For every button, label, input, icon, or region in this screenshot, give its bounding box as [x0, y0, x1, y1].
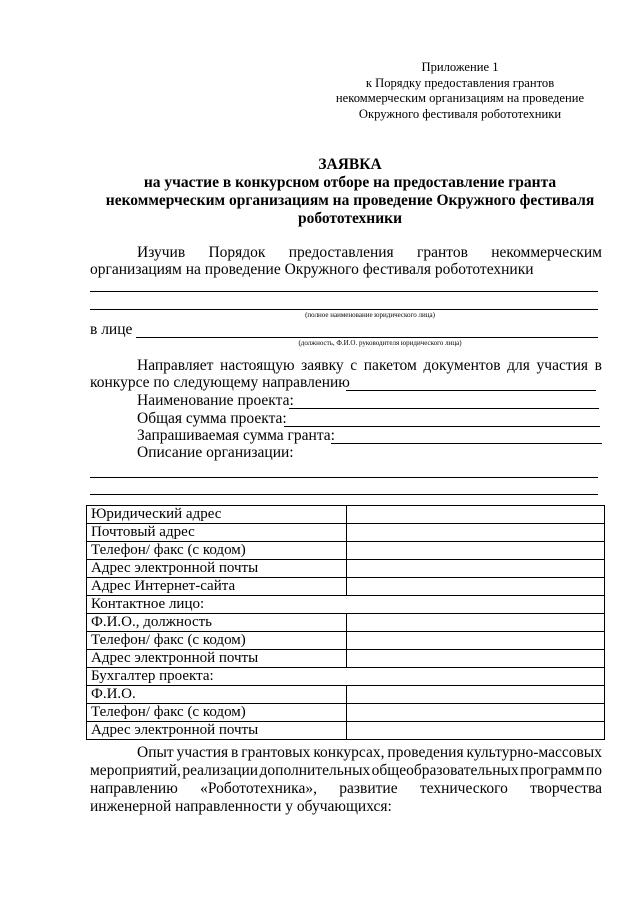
intro-line-1: [137, 244, 602, 262]
send-line-2: конкурсе по следующему направлению: [90, 374, 350, 391]
org-description-line[interactable]: [90, 494, 598, 495]
word: «Робототехника»,: [200, 780, 317, 797]
field-label: Адрес электронной почты: [87, 722, 347, 740]
project-name-label: Наименование проекта:: [137, 392, 294, 409]
experience-line-2: [90, 762, 602, 780]
word: направлению: [90, 780, 178, 797]
word: проведения: [387, 744, 464, 761]
word: некоммерческим: [491, 244, 602, 261]
experience-line-1: [137, 744, 602, 762]
table-row: [87, 506, 605, 524]
word: реализации: [182, 762, 259, 779]
project-sum-label: Общая сумма проекта:: [137, 410, 287, 427]
table-row: [87, 542, 605, 560]
field-label: Почтовый адрес: [87, 524, 347, 542]
table-row: [87, 560, 605, 578]
word: Направляет: [137, 357, 214, 374]
field-value-cell[interactable]: [347, 722, 605, 740]
appendix-line: некоммерческим организациям на проведение: [335, 91, 585, 105]
field-value-cell[interactable]: [347, 524, 605, 542]
table-row: [87, 686, 605, 704]
word: документов: [423, 357, 501, 374]
field-label: Адрес электронной почты: [87, 650, 347, 668]
document-title: [60, 156, 640, 228]
word: Изучив: [137, 244, 186, 261]
word: культурно-массовых: [466, 744, 602, 761]
word: развитие: [339, 780, 398, 797]
section-label: Бухгалтер проекта:: [87, 668, 605, 686]
table-row: [87, 596, 605, 614]
experience-line-4: инженерной направленности у обучающихся:: [90, 798, 392, 815]
in-person-line[interactable]: [136, 337, 598, 338]
word: Порядок: [208, 244, 266, 261]
org-description-label: Описание организации:: [137, 444, 294, 461]
title-line: ЗАЯВКА: [318, 156, 382, 173]
experience-line-3: [90, 780, 602, 798]
org-name-line[interactable]: [90, 291, 598, 292]
title-line: робототехники: [297, 210, 403, 227]
grant-sum-label: Запрашиваемая сумма гранта:: [137, 427, 335, 444]
field-label: Адрес электронной почты: [87, 560, 347, 578]
intro-line-2: организациям на проведение Окружного фестиваля робототехники: [90, 261, 534, 278]
word: пакетом: [363, 357, 417, 374]
table-row: [87, 614, 605, 632]
org-name-hint: (полное наименование юридического лица): [305, 311, 435, 319]
word: в: [594, 357, 602, 374]
word: участия: [176, 744, 229, 761]
appendix-header: [300, 60, 620, 122]
contact-table: [86, 505, 605, 740]
table-row: [87, 524, 605, 542]
grant-sum-line[interactable]: [331, 443, 602, 444]
appendix-line: Приложение 1: [421, 60, 499, 74]
word: предоставления: [288, 244, 394, 261]
word: Опыт: [137, 744, 174, 761]
org-name-line[interactable]: [90, 309, 598, 310]
word: участия: [536, 357, 589, 374]
in-person-label: в лице: [90, 321, 133, 338]
word: конкурсах,: [313, 744, 385, 761]
word: мероприятий,: [90, 762, 181, 779]
table-row: [87, 704, 605, 722]
field-value-cell[interactable]: [347, 650, 605, 668]
field-label: Телефон/ факс (с кодом): [87, 542, 347, 560]
field-value-cell[interactable]: [347, 686, 605, 704]
table-row: [87, 668, 605, 686]
title-line: некоммерческим организациям на проведение Окружного фестиваля: [105, 192, 595, 209]
table-row: [87, 650, 605, 668]
title-line: на участие в конкурсном отборе на предоставление гранта: [143, 174, 557, 191]
field-value-cell[interactable]: [347, 578, 605, 596]
field-label: Юридический адрес: [87, 506, 347, 524]
send-line-1: [137, 357, 602, 375]
word: по: [585, 762, 602, 779]
section-label: Контактное лицо:: [87, 596, 605, 614]
field-value-cell[interactable]: [347, 560, 605, 578]
in-person-hint: (должность, Ф.И.О. руководителя юридического лица): [298, 339, 462, 347]
word: заявку: [301, 357, 344, 374]
field-label: Ф.И.О.: [87, 686, 347, 704]
word: грантовых: [241, 744, 311, 761]
word: для: [507, 357, 530, 374]
field-label: Адрес Интернет-сайта: [87, 578, 347, 596]
table-row: [87, 722, 605, 740]
field-label: Телефон/ факс (с кодом): [87, 704, 347, 722]
appendix-line: к Порядку предоставления грантов: [365, 75, 555, 90]
project-name-line[interactable]: [289, 408, 599, 409]
field-value-cell[interactable]: [347, 632, 605, 650]
word: дополнительных: [259, 762, 371, 779]
word: технического: [419, 780, 508, 797]
table-row: [87, 578, 605, 596]
direction-line[interactable]: [346, 390, 596, 391]
table-row: [87, 632, 605, 650]
word: программ: [520, 762, 585, 779]
word: общеобразовательных: [371, 762, 519, 779]
word: с: [350, 357, 358, 374]
field-value-cell[interactable]: [347, 614, 605, 632]
org-description-line[interactable]: [90, 477, 598, 478]
field-value-cell[interactable]: [347, 704, 605, 722]
word: грантов: [416, 244, 468, 261]
field-label: Телефон/ факс (с кодом): [87, 632, 347, 650]
field-label: Ф.И.О., должность: [87, 614, 347, 632]
field-value-cell[interactable]: [347, 506, 605, 524]
word: настоящую: [220, 357, 295, 374]
field-value-cell[interactable]: [347, 542, 605, 560]
appendix-line: Окружного фестиваля робототехники: [358, 106, 562, 121]
word: в: [231, 744, 239, 761]
word: творчества: [530, 780, 602, 797]
